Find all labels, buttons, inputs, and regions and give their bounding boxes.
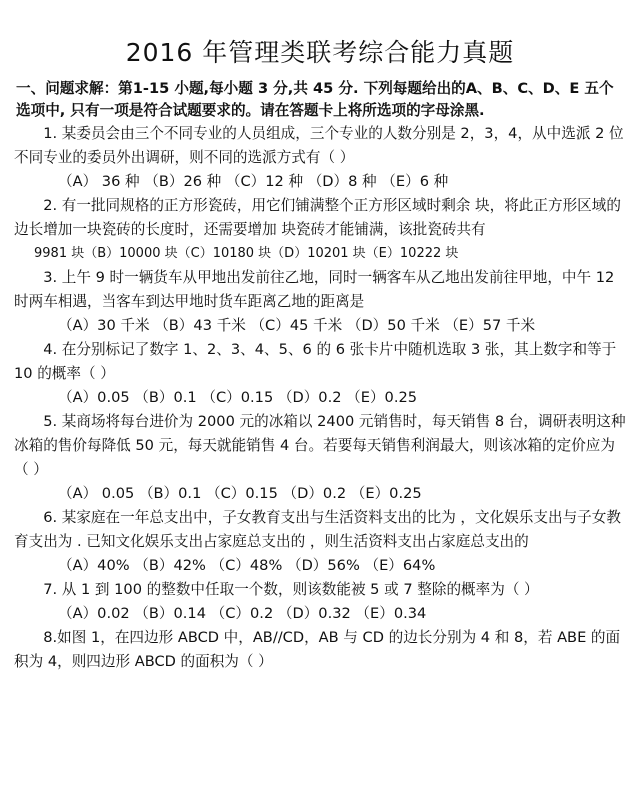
question-options: （A）0.02 （B）0.14 （C）0.2 （D）0.32 （E）0.34	[58, 605, 427, 622]
question-1	[14, 122, 626, 194]
question-8	[14, 626, 626, 674]
question-2	[14, 194, 626, 266]
question-6	[14, 506, 626, 578]
section-instructions: 一、问题求解：第1-15 小题,每小题 3 分,共 45 分. 下列每题给出的A、B、C、D、E 五个选项中, 只有一项是符合试题要求的。请在答题卡上将所选项的字母涂黑.	[16, 80, 614, 119]
question-text: 2. 有一批同规格的正方形瓷砖，用它们铺满整个正方形区域时剩余 块，将此正方形区域的边长增加一块瓷砖的长度时，还需要增加 块瓷砖才能铺满，该批瓷砖共有	[14, 197, 621, 238]
question-text: 5. 某商场将每台进价为 2000 元的冰箱以 2400 元销售时，每天销售 8 台，调研表明这种冰箱的售价每降低 50 元，每天就能销售 4 台。若要每天销售利润最大，则该冰箱的定价应为（ ）	[14, 413, 626, 478]
question-text: 8.如图 1，在四边形 ABCD 中，AB//CD，AB 与 CD 的边长分别为 4 和 8，若 ABE 的面积为 4，则四边形 ABCD 的面积为（ ）	[14, 629, 621, 670]
question-options: （A）30 千米 （B）43 千米 （C）45 千米 （D）50 千米 （E）57 千米	[58, 317, 536, 334]
question-options: 9981 块（B）10000 块（C）10180 块（D）10201 块（E）10222 块	[34, 246, 459, 261]
question-options: （A） 36 种 （B）26 种 （C）12 种 （D）8 种 （E）6 种	[58, 173, 449, 190]
question-4	[14, 338, 626, 410]
page-title: 2016 年管理类联考综合能力真题	[125, 38, 515, 67]
question-5	[14, 410, 626, 506]
question-options: （A） 0.05 （B）0.1 （C）0.15 （D）0.2 （E）0.25	[58, 485, 422, 502]
question-options: （A）0.05 （B）0.1 （C）0.15 （D）0.2 （E）0.25	[58, 389, 418, 406]
question-text: 4. 在分别标记了数字 1、2、3、4、5、6 的 6 张卡片中随机选取 3 张，其上数字和等于 10 的概率（ ）	[14, 341, 617, 382]
question-text: 6. 某家庭在一年总支出中，子女教育支出与生活资料支出的比为 ，文化娱乐支出与子女教育支出为 . 已知文化娱乐支出占家庭总支出的 ，则生活资料支出占家庭总支出的	[14, 509, 621, 550]
question-text: 3. 上午 9 时一辆货车从甲地出发前往乙地，同时一辆客车从乙地出发前往甲地，中午 12 时两车相遇，当客车到达甲地时货车距离乙地的距离是	[14, 269, 615, 310]
question-3	[14, 266, 626, 338]
question-text: 1. 某委员会由三个不同专业的人员组成，三个专业的人数分别是 2，3，4，从中选派 2 位不同专业的委员外出调研，则不同的选派方式有（ ）	[14, 125, 624, 166]
question-7	[14, 578, 626, 626]
question-text: 7. 从 1 到 100 的整数中任取一个数，则该数能被 5 或 7 整除的概率为（ ）	[43, 581, 539, 598]
question-options: （A）40% （B）42% （C）48% （D）56% （E）64%	[58, 557, 436, 574]
